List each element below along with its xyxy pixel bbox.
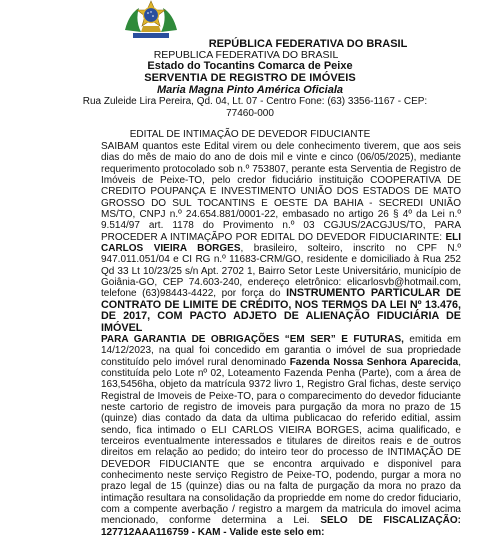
body-intro: SAIBAM quantos este Edital virem ou dele conhecimento tiverem, que aos seis dias do mês de maio do ano de dois mil e vinte e cinco (06/05/2025), mediante requerimento protocolado sob n.º 753807, perante esta Serventia de Registro de Imóveis de Peixe-TO, pelo credor fiduciário instituição COOPERATIVA DE CREDITO POUPANÇA E INVESTIMENTO UNIÃO DOS ESTADOS DE MATO GROSSO DO SUL TOCANTINS E OESTE DA BAHIA - SECREDI UNIÃO MS/TO, CNPJ n.º 24.654.881/0001-22, embasado no artigo 26 § 4º da Lei n.º 9.514/97 art. 1178 do Provimento n.º 03 CGJUS/2ACGJUS/TO, PARA PROCEDER A INTIMAÇÃPO POR EDITAL DO DEVEDOR FIDUCIARINTE: — [101, 141, 461, 243]
body-debtor-details: , brasileiro, solteiro, inscrito no CPF N.º 947.011.051/04 e CI RG n.º 11683-CRM/GO, residente e domiciliado à Rua 252 Qd 33 Lt 10/23/25 s/n Apt. 2702 1, Bairro Setor Leste Universitário, município de Goiânia-GO, CEP 74.603-240, endereço eletrônico: elicarlosvb@hotmail.com, telefone (63)98443-4422, por força do — [101, 243, 461, 300]
debtor-name: ELI CARLOS VIEIRA BORGES — [101, 231, 462, 255]
contract-title: INSTRUMENTO PARTICULAR DE CONTRATO DE LIMITE DE CRÉDITO, NOS TERMOS DA LEI Nº 13.476, DE 2017, COM PACTO ADJETO DE ALIENAÇÃO FIDUCIÁRIA DE IMÓVEL — [101, 287, 462, 334]
registry-office: SERVENTIA DE REGISTRO DE IMÓVEIS — [144, 72, 356, 84]
republic-title: REPÚBLICA FEDERATIVA DO BRASIL — [208, 38, 408, 50]
body-guarantee: emitida em 14/12/2023, na qual foi concedido em garantia o imóvel de sua propriedade constituído pelo imóvel rural denominado — [101, 333, 462, 368]
seal-label: SELO DE FISCALIZAÇÃO: — [320, 515, 461, 527]
republic-subtitle: REPUBLICA FEDERATIVA DO BRASIL — [153, 49, 339, 61]
guarantee-heading: PARA GARANTIA DE OBRIGAÇÕES “EM SER” E FUTURAS, — [101, 333, 404, 345]
body-main: , constituída pelo Lote nº 02, Loteamento Fazenda Penha (Parte), com a área de 163,5456ha, objeto da matrícula 9372 livro 1, Registro Gral fichas, deste serviço Registral de Imoveis de Peixe-TO, para o comparecimento do devedor fiduciante neste cartorio de registro de imoveis para purgação da mora no prazo de 15 (quinze) dias contado da data da ultima publicacao do referido editial, assim sendo, fica intimado o ELI CARLOS VIEIRA BORGES, acima qualificado, e terceiros eventualmente interessados e titulares de direitos reais e de outros direitos em relação ao pedido; do inteiro teor do processo de INTIMAÇÃO DE DEVEDOR FIDUCIANTE que se encontra arquivado e disponivel para conhecimento neste serviço Registro de Peixe-TO, podendo, purgar a mora no prazo legal de 15 (quinze) dias ou na falta de purgação da mora no prazo da intimação resultara na consolidação da propriedde em nome do credor fiduciario, com a compente averbação / registro a margem da matricula do imovel acima mencionado, conforme determina a Lei. — [101, 356, 461, 527]
office-address: Rua Zuleide Lira Pereira, Qd. 04, Lt. 07 - Centro Fone: (63) 3356-1167 - CEP: — [82, 96, 428, 107]
office-cep: 77460-000 — [226, 108, 274, 119]
farm-name: Fazenda Nossa Senhora Aparecida — [289, 356, 459, 368]
seal-code: 127712AAA116759 - KAM - Valide este selo em: — [101, 526, 325, 538]
edital-body — [101, 141, 461, 538]
registrar-name: Maria Magna Pinto América Oficiala — [156, 84, 344, 96]
edital-title: EDITAL DE INTIMAÇÃO DE DEVEDOR FIDUCIANTE — [129, 129, 371, 140]
state-county: Estado do Tocantins Comarca de Peixe — [147, 60, 353, 72]
